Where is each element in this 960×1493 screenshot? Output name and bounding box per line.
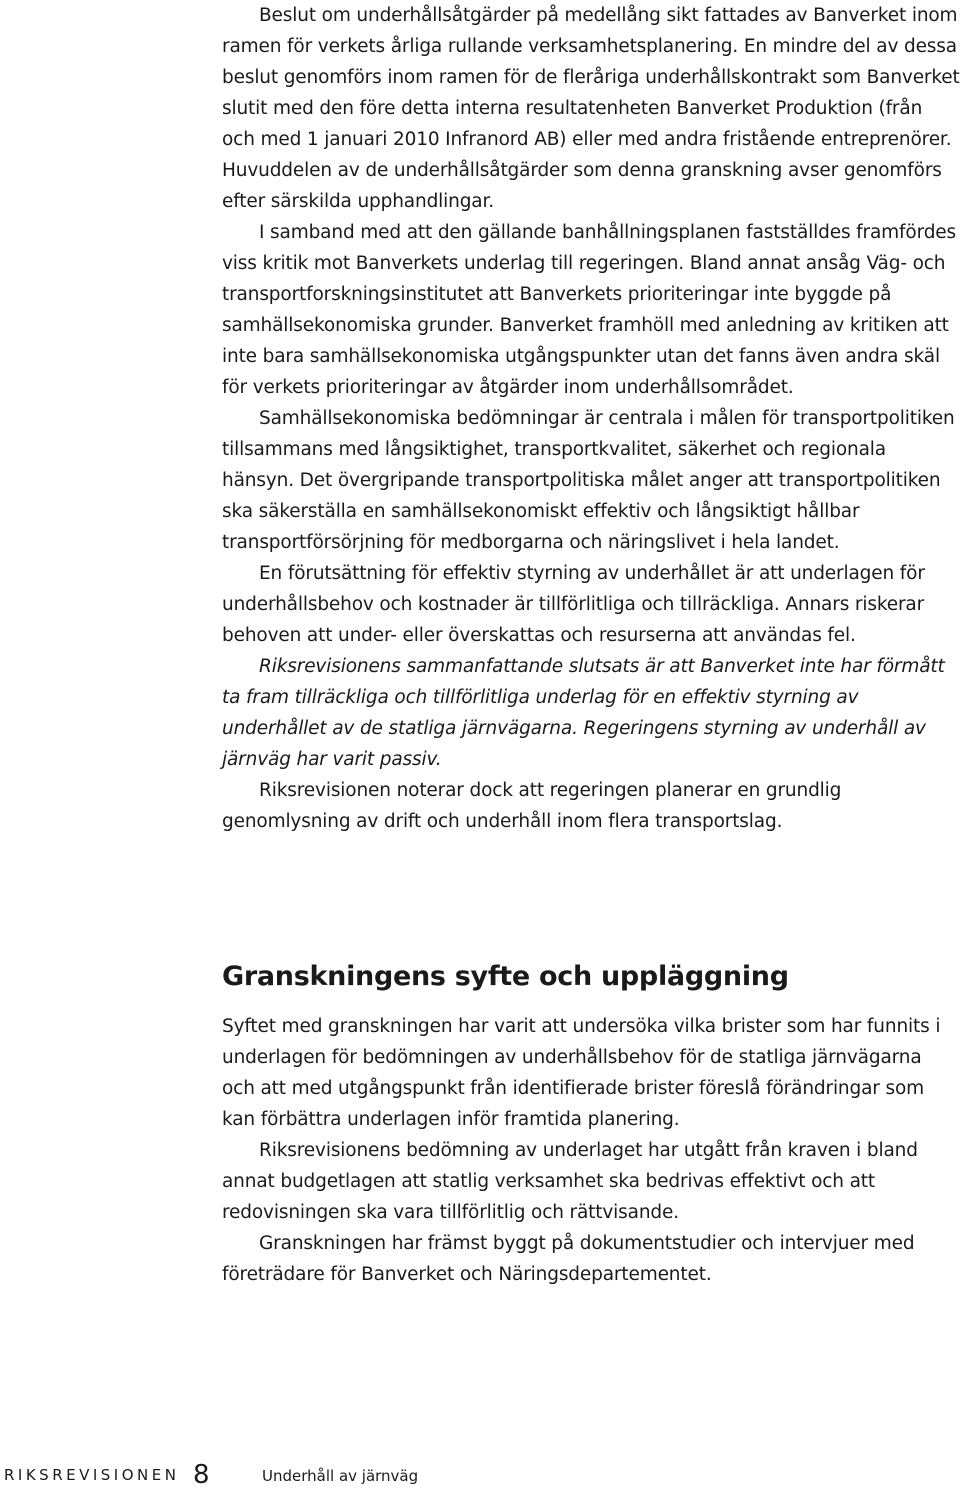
- paragraph-bedomning: Riksrevisionens bedömning av underlaget har utgått från kraven i bland annat budgetlagen att statlig verksamhet ska bedrivas effektivt och att redovisningen ska vara tillförlitlig och rättvisande.: [222, 1140, 918, 1223]
- main-text-section: [222, 0, 960, 837]
- paragraph-slutsats: Riksrevisionens sammanfattande slutsats är att Banverket inte har förmått ta fram tillräckliga och tillförlitliga underlag för en effektiv styrning av underhållet av de statliga järnvägarna. Regeringens styrning av underhåll av järnväg har varit passiv.: [222, 656, 945, 770]
- paragraph-genomlysning: Riksrevisionen noterar dock att regeringen planerar en grundlig genomlysning av drift och underhåll inom flera transportslag.: [222, 780, 842, 832]
- section-heading: Granskningens syfte och uppläggning: [222, 961, 789, 992]
- paragraph-underhallsbeslut: Beslut om underhållsåtgärder på medellång sikt fattades av Banverket inom ramen för verkets årliga rullande verksamhetsplanering. En mindre del av dessa beslut genomförs inom ramen för de fleråriga underhållskontrakt som Banverket slutit med den före detta interna resultatenheten Banverket Produktion (från och med 1 januari 2010 Infranord AB) eller med andra fristående entreprenörer. Huvuddelen av de underhållsåtgärder som denna granskning avser genomförs efter särskilda upphandlingar.: [222, 5, 960, 212]
- paragraph-metod: Granskningen har främst byggt på dokumentstudier och intervjuer med företrädare för Banverket och Näringsdepartementet.: [222, 1233, 915, 1285]
- footer-brand: RIKSREVISIONEN: [4, 1466, 180, 1484]
- paragraph-samhallsekonomi: Samhällsekonomiska bedömningar är centrala i målen för transportpolitiken tillsammans med långsiktighet, transportkvalitet, säkerhet och regionala hänsyn. Det övergripande transportpolitiska målet anger att transportpolitiken ska säkerställa en samhällsekonomiskt effektiv och långsiktigt hållbar transportförsörjning för medborgarna och näringslivet i hela landet.: [222, 408, 955, 553]
- footer-document-title: Underhåll av järnväg: [262, 1467, 419, 1485]
- paragraph-forutsattning: En förutsättning för effektiv styrning av underhållet är att underlagen för underhållsbehov och kostnader är tillförlitliga och tillräckliga. Annars riskerar behoven att under- eller överskattas och resurserna att användas fel.: [222, 563, 925, 646]
- page-footer: [0, 1462, 960, 1488]
- page-number: 8: [193, 1460, 210, 1490]
- paragraph-syfte: Syftet med granskningen har varit att undersöka vilka brister som har funnits i underlagen för bedömningen av underhållsbehov för de statliga järnvägarna och att med utgångspunkt från identifierade brister föreslå förändringar som kan förbättra underlagen inför framtida planering.: [222, 1016, 941, 1130]
- paragraph-kritik: I samband med att den gällande banhållningsplanen fastställdes framfördes viss kritik mot Banverkets underlag till regeringen. Bland annat ansåg Väg- och transportforskningsinstitutet att Banverkets prioriteringar inte byggde på samhällsekonomiska grunder. Banverket framhöll med anledning av kritiken att inte bara samhällsekonomiska utgångspunkter utan det fanns även andra skäl för verkets prioriteringar av åtgärder inom underhållsområdet.: [222, 222, 957, 398]
- purpose-section: [222, 957, 960, 1290]
